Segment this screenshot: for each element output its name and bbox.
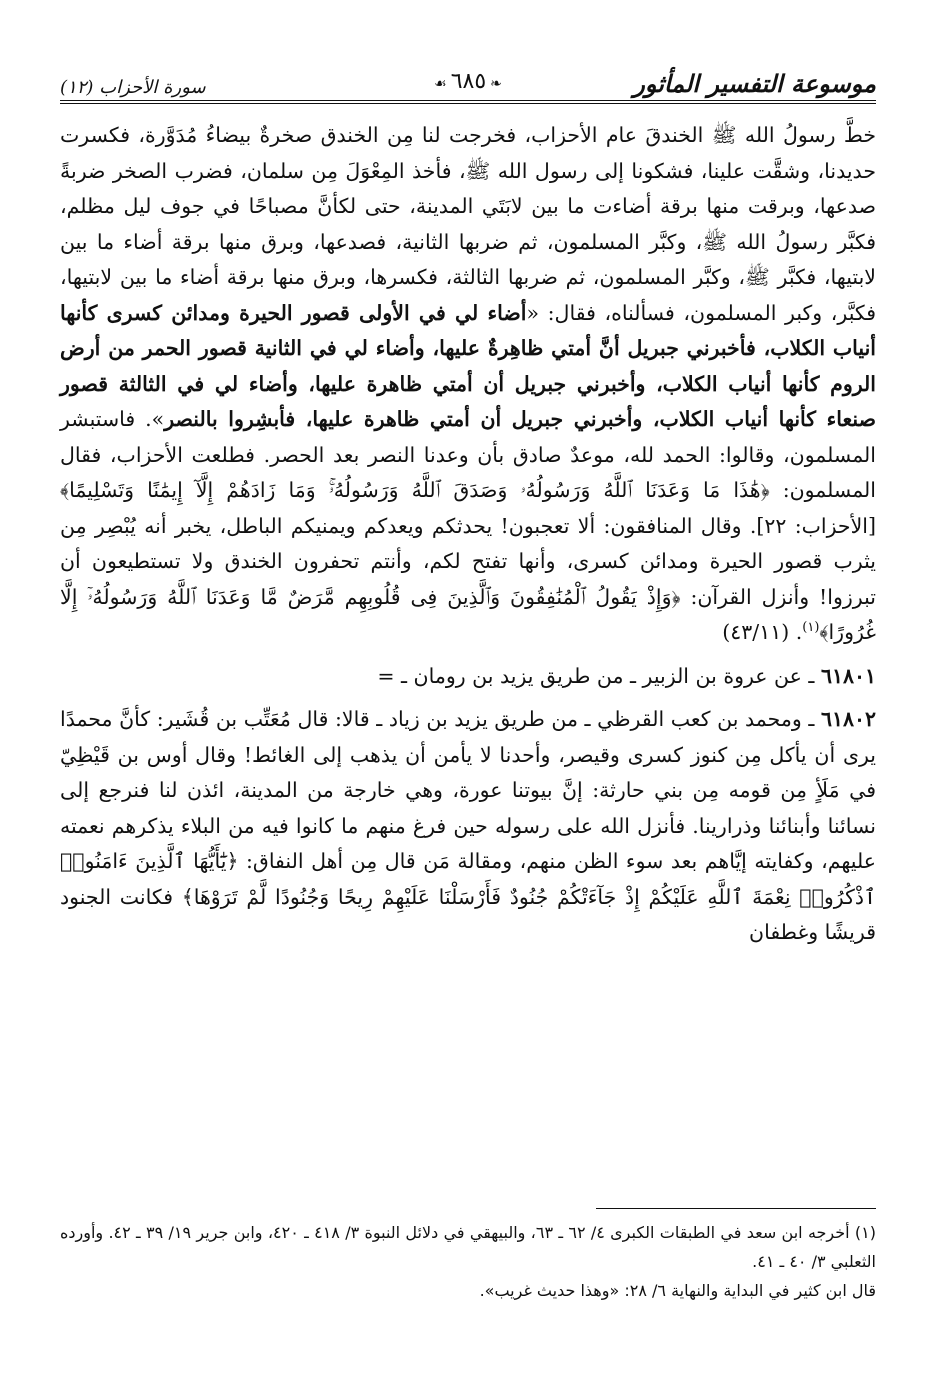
page-number-block <box>430 69 506 94</box>
narration-text: خطَّ رسولُ الله ﷺ الخندقَ عام الأحزاب، فخرجت لنا مِن الخندق صخرةٌ بيضاءُ مُدَوَّرة، فكسرت حديدنا، وشقَّت علينا، فشكونا إلى رسول الله ﷺ، فأخذ المِعْوَلَ مِن سلمان، فضرب الصخر ضربةً صدعها، وبرقت منها برقة أضاءت ما بين لابَتَي المدينة، حتى لكأنَّ مصباحًا في جوف ليل مظلم، فكبَّر رسولُ الله ﷺ، وكبَّر المسلمون، ثم ضربها الثانية، فصدعها، وبرق منها برقة أضاء ما بين لابتيها، فكبَّر ﷺ، وكبَّر المسلمون، ثم ضربها الثالثة، فكسرها، وبرق منها برقة أضاء ما بين لابتيها، فكبَّر، وكبر المسلمون، فسألناه، فقال: « <box>60 123 876 325</box>
footnote-divider <box>596 1208 876 1209</box>
book-title: موسوعة التفسير المأثور <box>633 69 876 98</box>
report-number: ٦١٨٠٢ <box>820 707 876 731</box>
footnotes <box>60 1218 876 1305</box>
narration-text: ». فاستبشر المسلمون، وقالوا: الحمد لله، موعدٌ صادق بأن وعدنا النصر بعد الحصر. فطلعت الأحزاب، فقال المسلمون: <box>60 407 876 502</box>
narration-paragraph <box>60 118 876 651</box>
surah-title: سورة الأحزاب (١٢) <box>60 77 206 98</box>
page-number: ٦٨٥ <box>450 69 487 94</box>
hadith-quote: أضاء لي في الأولى قصور الحيرة ومدائن كسرى كأنها أنياب الكلاب، فأخبرني جبريل أنَّ أمتي ظاهِرةٌ عليها، وأضاء لي في الثانية قصور الحمر من أرض الروم كأنها أنياب الكلاب، وأخبرني جبريل أن أمتي ظاهرة عليها، وأضاء لي في الثالثة قصور صنعاء كأنها أنياب الكلاب، وأخبرني جبريل أن أمتي ظاهرة عليها، فأبشِروا بالنصر <box>60 300 876 431</box>
report-text: ـ عن عروة بن الزبير ـ من طريق يزيد بن رومان ـ = <box>377 663 821 688</box>
report-text: ـ ومحمد بن كعب القرظي ـ من طريق يزيد بن زياد ـ قالا: قال مُعَتِّب بن قُشَير: كأنَّ محمدًا يرى أن يأكل مِن كنوز كسرى وقيصر، وأحدنا لا يأمن أن يذهب إلى الغائط! وقال أوس بن قَيْظِيّ في مَلَأٍ مِن قومه مِن بني حارثة: إنَّ بيوتنا عورة، وهي خارجة من المدينة، ائذن لنا فنرجع إلى نسائنا وأبنائنا وذرارينا. فأنزل الله على رسوله حين فرغ منهم ما كانوا فيه من البلاء يذكرهم نعمته عليهم، وكفايته إيَّاهم بعد سوء الظن منهم، ومقالة مَن قال مِن أهل النفاق: <box>60 707 876 873</box>
report-entry <box>60 702 876 951</box>
ornament-icon: ❧ <box>490 76 502 92</box>
main-text <box>60 118 876 959</box>
footnote-1: (١) أخرجه ابن سعد في الطبقات الكبرى ٤/ ٦٢ ـ ٦٣، والبيهقي في دلائل النبوة ٣/ ٤١٨ ـ ٤٢٠، وابن جرير ١٩/ ٣٩ ـ ٤٢. وأورده الثعلبي ٣/ ٤٠ ـ ٤١. <box>60 1223 876 1271</box>
report-number: ٦١٨٠١ <box>820 663 876 688</box>
quran-verse: ﴿يَٰٓأَيُّهَا ٱلَّذِينَ ءَامَنُوا۟ ٱذْكُرُوا۟ نِعْمَةَ ٱللَّهِ عَلَيْكُمْ إِذْ جَآءَتْكُمْ جُنُودٌ فَأَرْسَلْنَا عَلَيْهِمْ رِيحًا وَجُنُودًا لَّمْ تَرَوْهَا﴾ <box>60 849 876 909</box>
footnote-1-note: قال ابن كثير في البداية والنهاية ٦/ ٢٨: «وهذا حديث غريب». <box>479 1281 876 1300</box>
report-text: فكانت الجنود قريشًا وغطفان <box>60 884 876 944</box>
ornament-icon: ☙ <box>434 76 447 92</box>
report-entry <box>60 659 876 695</box>
header-divider <box>60 100 876 104</box>
page-header <box>60 52 876 98</box>
footnote-marker[interactable]: (١) <box>802 620 820 636</box>
narration-text: [الأحزاب: ٢٢]. وقال المنافقون: ألا تعجبون! يحدثكم ويعدكم ويمنيكم الباطل، يخبر أنه يُبْصِر مِن يثرب قصور الحيرة ومدائن كسرى، وأنها تفتح لكم، وأنتم تحفرون الخندق ولا تستطيعون أن تبرزوا! وأنزل القرآن: <box>60 513 876 609</box>
quran-verse: ﴿هَٰذَا مَا وَعَدَنَا ٱللَّهُ وَرَسُولُهُۥ وَصَدَقَ ٱللَّهُ وَرَسُولُهُۥۚ وَمَا زَادَهُمْ إِلَّآ إِيمَٰنًا وَتَسْلِيمًا﴾ <box>60 478 770 502</box>
quran-verse: ﴿وَإِذْ يَقُولُ ٱلْمُنَٰفِقُونَ وَٱلَّذِينَ فِى قُلُوبِهِم مَّرَضٌ مَّا وَعَدَنَا ٱللَّهُ وَرَسُولُهُۥٓ إِلَّا غُرُورًا﴾ <box>60 584 876 644</box>
volume-reference: . (٤٣/١١) <box>722 620 803 644</box>
